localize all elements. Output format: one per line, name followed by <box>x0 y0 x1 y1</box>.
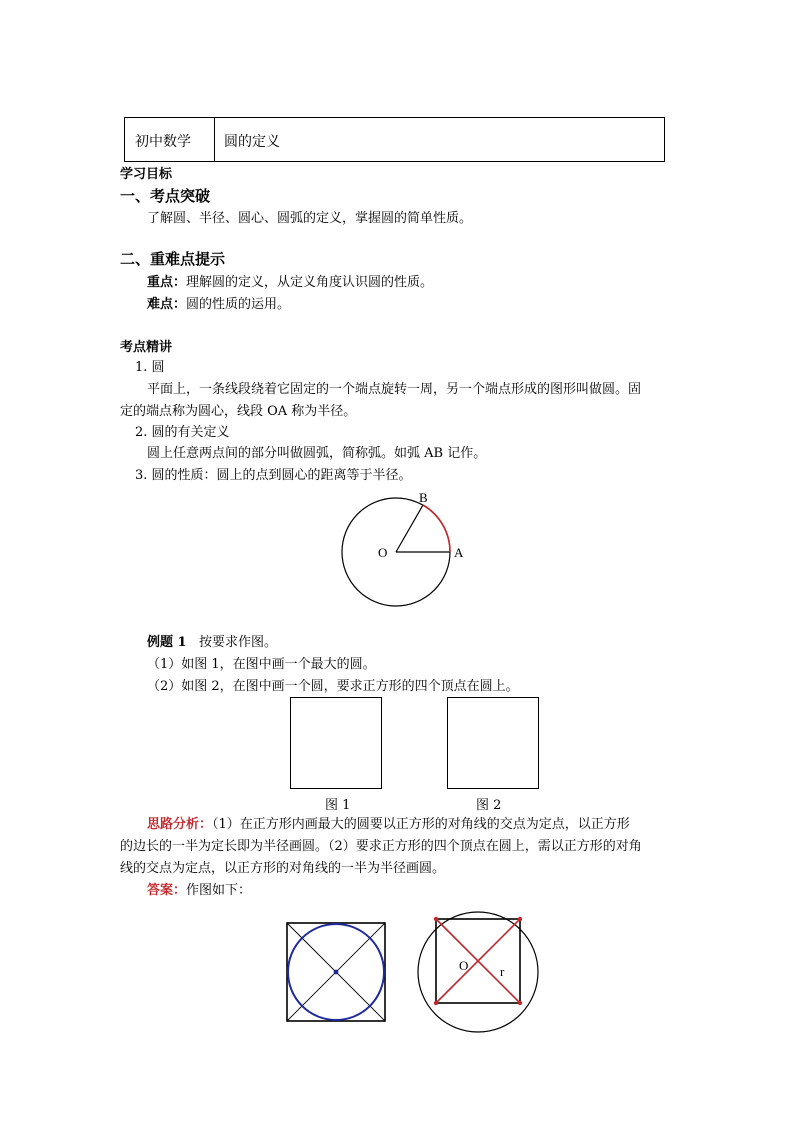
item1-num: 1. <box>135 360 148 375</box>
item2-text: 圆上任意两点间的部分叫做圆弧，简称弧。如弧 AB 记作。 <box>147 446 487 461</box>
analysis-label: 思路分析： <box>147 817 213 832</box>
topic-cell: 圆的定义 <box>224 134 280 150</box>
subject-cell: 初中数学 <box>135 134 191 150</box>
vertex-dot <box>518 917 522 921</box>
analysis-text1: （1）在正方形内画最大的圆要以正方形的对角线的交点为定点，以正方形 <box>212 817 630 832</box>
answer-text: 作图如下： <box>186 883 252 898</box>
example-q1: （1）如图 1，在图中画一个最大的圆。 <box>147 657 376 672</box>
answer-figure2 <box>416 910 540 1034</box>
label-b: B <box>419 490 428 505</box>
analysis-line3: 线的交点为定点，以正方形的对角线的一半为半径画圆。 <box>120 861 446 876</box>
section1-text: 了解圆、半径、圆心、圆弧的定义，掌握圆的简单性质。 <box>147 211 473 226</box>
item2-heading <box>135 424 230 442</box>
circle-definition-figure <box>330 488 480 613</box>
label-o-2: O <box>459 958 469 973</box>
vertex-dot <box>518 1001 522 1005</box>
square-1 <box>291 698 382 789</box>
difficulty-text: 圆的性质的运用。 <box>186 297 291 312</box>
answer-line <box>147 882 251 900</box>
answer-label: 答案： <box>147 883 187 898</box>
difficulty-point <box>147 296 290 314</box>
example-heading <box>147 634 277 652</box>
example-q2: （2）如图 2，在图中画一个圆，要求正方形的四个顶点在圆上。 <box>147 679 519 694</box>
header-divider <box>214 118 215 161</box>
center-dot <box>334 970 339 975</box>
key-label: 重点： <box>147 275 187 290</box>
analysis-line2: 的边长的一半为定长即为半径画圆。（2）要求正方形的四个顶点在圆上，需以正方形的对角 <box>120 839 642 854</box>
learning-goals-heading: 学习目标 <box>120 167 173 182</box>
item1-text-line1: 平面上，一条线段绕着它固定的一个端点旋转一周，另一个端点形成的图形叫做圆。固 <box>147 382 642 397</box>
key-point <box>147 274 433 292</box>
answer-figure1 <box>286 922 386 1022</box>
label-o: O <box>378 545 388 560</box>
item1-text-line2: 定的端点称为圆心，线段 OA 称为半径。 <box>120 404 357 419</box>
vertex-dot <box>434 917 438 921</box>
figure2-caption: 图 2 <box>476 798 502 813</box>
item2-title: 圆的有关定义 <box>151 425 230 440</box>
figure1-square <box>290 697 382 789</box>
item1-heading <box>135 359 165 377</box>
example-label: 例题 1 <box>147 635 187 650</box>
item3-text: 圆的性质：圆上的点到圆心的距离等于半径。 <box>151 468 412 483</box>
example-text: 按要求作图。 <box>198 635 277 650</box>
key-text: 理解圆的定义，从定义角度认识圆的性质。 <box>186 275 434 290</box>
item3-num: 3. <box>135 468 148 483</box>
explain-title: 考点精讲 <box>120 340 173 355</box>
header-table <box>124 117 665 162</box>
radius-ob <box>396 505 423 552</box>
item3-line <box>135 467 412 485</box>
square-2 <box>448 698 539 789</box>
analysis-line1 <box>147 816 630 834</box>
figure2-square <box>447 697 539 789</box>
item1-title: 圆 <box>151 360 165 375</box>
item2-num: 2. <box>135 425 148 440</box>
vertex-dot <box>434 1001 438 1005</box>
label-a: A <box>454 545 464 560</box>
section2-title: 二、重难点提示 <box>120 250 226 268</box>
arc-ab <box>423 505 450 552</box>
section1-title: 一、考点突破 <box>120 187 211 205</box>
difficulty-label: 难点： <box>147 297 187 312</box>
label-r: r <box>500 964 505 979</box>
figure1-caption: 图 1 <box>325 798 351 813</box>
